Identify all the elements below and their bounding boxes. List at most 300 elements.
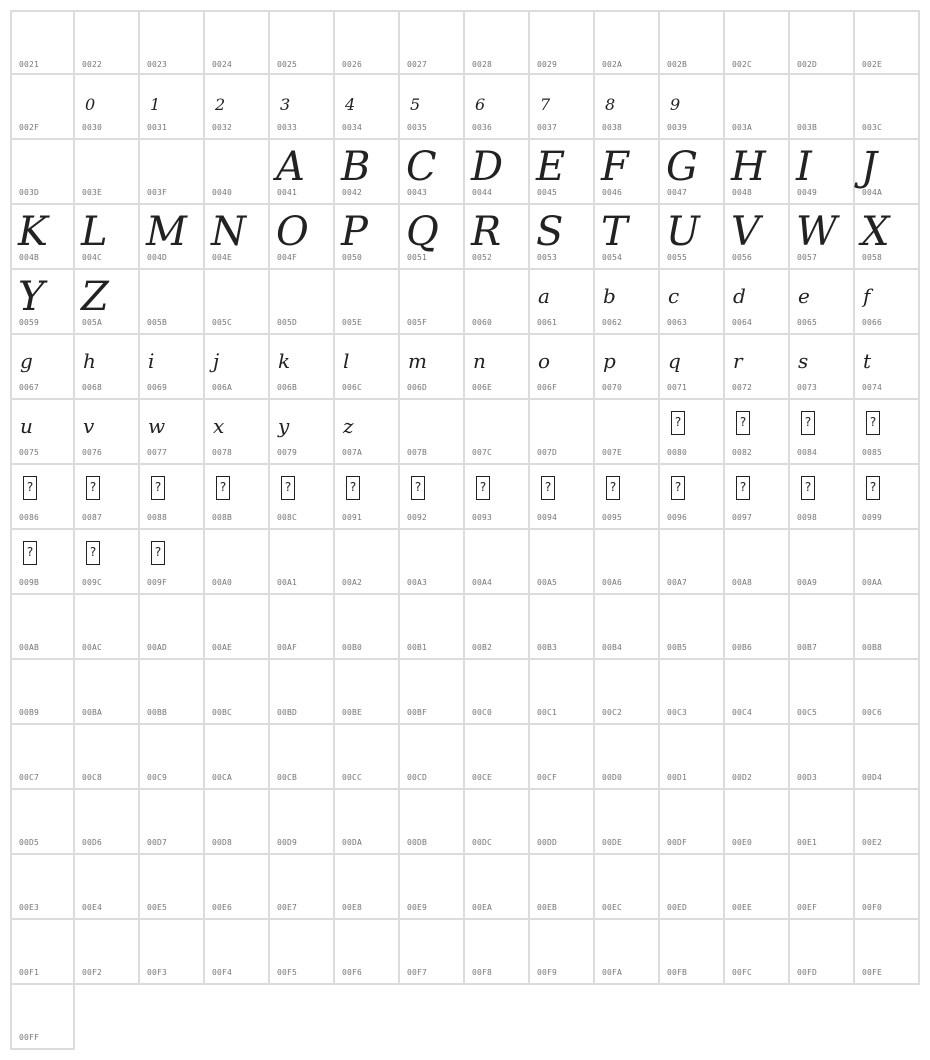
codepoint-label: 0069 <box>147 383 168 392</box>
glyph-cell[interactable] <box>790 855 855 920</box>
glyph-cell[interactable] <box>660 335 725 400</box>
glyph-cell[interactable] <box>270 725 335 790</box>
glyph-cell[interactable] <box>10 855 75 920</box>
glyph-cell[interactable] <box>855 595 920 660</box>
glyph-cell[interactable] <box>75 725 140 790</box>
missing-glyph-icon: ? <box>346 476 360 500</box>
codepoint-label: 00DE <box>602 838 623 847</box>
glyph-cell[interactable] <box>465 140 530 205</box>
glyph-cell[interactable] <box>465 595 530 660</box>
glyph-cell[interactable] <box>595 10 660 75</box>
codepoint-label: 0096 <box>667 513 688 522</box>
glyph-cell[interactable] <box>205 400 270 465</box>
glyph-cell[interactable] <box>855 140 920 205</box>
codepoint-label: 0035 <box>407 123 428 132</box>
codepoint-label: 00B1 <box>407 643 428 652</box>
glyph-sample: 7 <box>540 95 551 114</box>
glyph-cell[interactable] <box>465 10 530 75</box>
glyph-sample: B <box>341 144 371 190</box>
codepoint-label: 00B0 <box>342 643 363 652</box>
glyph-cell[interactable] <box>855 855 920 920</box>
glyph-cell[interactable] <box>790 530 855 595</box>
glyph-cell[interactable] <box>725 140 790 205</box>
glyph-cell[interactable] <box>855 400 920 465</box>
glyph-cell[interactable] <box>205 140 270 205</box>
codepoint-label: 00B6 <box>732 643 753 652</box>
codepoint-label: 00CF <box>537 773 558 782</box>
glyph-cell[interactable] <box>855 335 920 400</box>
glyph-cell[interactable] <box>270 660 335 725</box>
codepoint-label: 0052 <box>472 253 493 262</box>
glyph-cell[interactable] <box>725 400 790 465</box>
glyph-cell[interactable] <box>270 10 335 75</box>
glyph-cell[interactable] <box>75 75 140 140</box>
glyph-cell[interactable] <box>790 75 855 140</box>
glyph-cell[interactable] <box>140 790 205 855</box>
codepoint-label: 00D7 <box>147 838 168 847</box>
missing-glyph-icon: ? <box>606 476 620 500</box>
glyph-cell[interactable] <box>790 140 855 205</box>
glyph-cell[interactable] <box>335 75 400 140</box>
codepoint-label: 00E9 <box>407 903 428 912</box>
glyph-cell[interactable] <box>725 335 790 400</box>
codepoint-label: 0086 <box>19 513 40 522</box>
glyph-cell[interactable] <box>205 75 270 140</box>
glyph-cell[interactable] <box>595 790 660 855</box>
glyph-cell[interactable] <box>595 725 660 790</box>
glyph-cell[interactable] <box>465 270 530 335</box>
glyph-cell[interactable] <box>270 790 335 855</box>
glyph-cell[interactable] <box>530 595 595 660</box>
glyph-cell[interactable] <box>10 270 75 335</box>
glyph-sample: L <box>81 209 108 255</box>
glyph-cell[interactable] <box>725 465 790 530</box>
glyph-cell[interactable] <box>400 530 465 595</box>
codepoint-label: 0026 <box>342 60 363 69</box>
glyph-cell[interactable] <box>75 205 140 270</box>
glyph-cell[interactable] <box>530 725 595 790</box>
glyph-sample: p <box>603 349 616 373</box>
codepoint-label: 00ED <box>667 903 688 912</box>
glyph-cell[interactable] <box>205 205 270 270</box>
glyph-cell[interactable] <box>855 205 920 270</box>
glyph-cell[interactable] <box>465 400 530 465</box>
codepoint-label: 0076 <box>82 448 103 457</box>
glyph-cell[interactable] <box>10 400 75 465</box>
glyph-cell[interactable] <box>75 10 140 75</box>
glyph-cell[interactable] <box>530 335 595 400</box>
glyph-cell[interactable] <box>140 660 205 725</box>
glyph-cell[interactable] <box>595 920 660 985</box>
glyph-cell[interactable] <box>725 270 790 335</box>
codepoint-label: 00F3 <box>147 968 168 977</box>
glyph-cell[interactable] <box>140 270 205 335</box>
glyph-cell[interactable] <box>725 205 790 270</box>
glyph-cell[interactable] <box>465 335 530 400</box>
codepoint-label: 003D <box>19 188 40 197</box>
glyph-cell[interactable] <box>790 400 855 465</box>
glyph-sample: e <box>798 284 810 308</box>
glyph-cell[interactable] <box>530 465 595 530</box>
codepoint-label: 00F9 <box>537 968 558 977</box>
glyph-cell[interactable] <box>205 595 270 660</box>
glyph-cell[interactable] <box>205 530 270 595</box>
codepoint-label: 00A7 <box>667 578 688 587</box>
glyph-sample: u <box>20 414 33 438</box>
glyph-cell[interactable] <box>595 400 660 465</box>
glyph-cell[interactable] <box>855 75 920 140</box>
glyph-cell[interactable] <box>140 205 205 270</box>
codepoint-label: 00D4 <box>862 773 883 782</box>
missing-glyph-icon: ? <box>151 476 165 500</box>
glyph-cell[interactable] <box>530 205 595 270</box>
missing-glyph-icon: ? <box>23 541 37 565</box>
codepoint-label: 00BA <box>82 708 103 717</box>
glyph-cell[interactable] <box>270 855 335 920</box>
glyph-cell[interactable] <box>205 465 270 530</box>
glyph-cell[interactable] <box>10 595 75 660</box>
codepoint-label: 006B <box>277 383 298 392</box>
glyph-cell[interactable] <box>400 725 465 790</box>
codepoint-label: 0087 <box>82 513 103 522</box>
glyph-cell[interactable] <box>530 10 595 75</box>
missing-glyph-icon: ? <box>866 476 880 500</box>
glyph-cell[interactable] <box>660 790 725 855</box>
glyph-sample: 4 <box>345 95 356 114</box>
codepoint-label: 00AB <box>19 643 40 652</box>
glyph-cell[interactable] <box>270 205 335 270</box>
glyph-cell[interactable] <box>10 530 75 595</box>
glyph-cell[interactable] <box>205 270 270 335</box>
glyph-cell[interactable] <box>660 855 725 920</box>
glyph-cell[interactable] <box>75 530 140 595</box>
codepoint-label: 00E6 <box>212 903 233 912</box>
glyph-cell[interactable] <box>400 790 465 855</box>
glyph-cell[interactable] <box>10 790 75 855</box>
codepoint-label: 007E <box>602 448 623 457</box>
glyph-cell[interactable] <box>855 530 920 595</box>
glyph-cell[interactable] <box>400 920 465 985</box>
glyph-cell[interactable] <box>75 140 140 205</box>
glyph-cell[interactable] <box>205 660 270 725</box>
glyph-cell[interactable] <box>270 270 335 335</box>
glyph-cell[interactable] <box>595 75 660 140</box>
glyph-cell[interactable] <box>790 270 855 335</box>
glyph-cell[interactable] <box>725 10 790 75</box>
codepoint-label: 007A <box>342 448 363 457</box>
glyph-cell[interactable] <box>10 660 75 725</box>
glyph-cell[interactable] <box>75 400 140 465</box>
glyph-cell[interactable] <box>140 920 205 985</box>
codepoint-label: 0060 <box>472 318 493 327</box>
glyph-cell[interactable] <box>400 660 465 725</box>
codepoint-label: 0072 <box>732 383 753 392</box>
glyph-cell[interactable] <box>725 660 790 725</box>
glyph-cell[interactable] <box>140 725 205 790</box>
glyph-cell[interactable] <box>140 140 205 205</box>
codepoint-label: 0030 <box>82 123 103 132</box>
glyph-cell[interactable] <box>140 400 205 465</box>
codepoint-label: 00A0 <box>212 578 233 587</box>
glyph-cell[interactable] <box>10 920 75 985</box>
glyph-cell[interactable] <box>855 725 920 790</box>
codepoint-label: 00FA <box>602 968 623 977</box>
codepoint-label: 0023 <box>147 60 168 69</box>
glyph-cell[interactable] <box>855 465 920 530</box>
glyph-cell[interactable] <box>660 725 725 790</box>
codepoint-label: 006C <box>342 383 363 392</box>
glyph-cell[interactable] <box>335 400 400 465</box>
missing-glyph-icon: ? <box>671 476 685 500</box>
glyph-cell[interactable] <box>465 920 530 985</box>
codepoint-label: 007D <box>537 448 558 457</box>
glyph-cell[interactable] <box>400 140 465 205</box>
glyph-cell[interactable] <box>10 335 75 400</box>
glyph-cell[interactable] <box>465 855 530 920</box>
glyph-cell[interactable] <box>790 660 855 725</box>
glyph-cell[interactable] <box>400 400 465 465</box>
glyph-cell[interactable] <box>595 660 660 725</box>
glyph-cell[interactable] <box>270 530 335 595</box>
glyph-cell[interactable] <box>75 920 140 985</box>
glyph-cell[interactable] <box>465 790 530 855</box>
codepoint-label: 002F <box>19 123 40 132</box>
glyph-cell[interactable] <box>10 10 75 75</box>
codepoint-label: 004E <box>212 253 233 262</box>
glyph-cell[interactable] <box>660 140 725 205</box>
glyph-cell[interactable] <box>660 270 725 335</box>
glyph-cell[interactable] <box>140 530 205 595</box>
glyph-cell[interactable] <box>790 205 855 270</box>
glyph-cell[interactable] <box>335 855 400 920</box>
glyph-cell[interactable] <box>595 530 660 595</box>
glyph-cell[interactable] <box>660 10 725 75</box>
glyph-cell[interactable] <box>855 10 920 75</box>
codepoint-label: 0058 <box>862 253 883 262</box>
glyph-cell[interactable] <box>660 400 725 465</box>
glyph-cell[interactable] <box>10 725 75 790</box>
missing-glyph-icon: ? <box>476 476 490 500</box>
glyph-cell[interactable] <box>725 75 790 140</box>
codepoint-label: 0032 <box>212 123 233 132</box>
glyph-cell[interactable] <box>595 595 660 660</box>
glyph-cell[interactable] <box>270 595 335 660</box>
glyph-cell[interactable] <box>465 75 530 140</box>
glyph-cell[interactable] <box>75 465 140 530</box>
glyph-cell[interactable] <box>10 465 75 530</box>
codepoint-label: 00C2 <box>602 708 623 717</box>
glyph-cell[interactable] <box>10 985 75 1050</box>
glyph-cell[interactable] <box>725 790 790 855</box>
codepoint-label: 00F7 <box>407 968 428 977</box>
glyph-cell[interactable] <box>595 140 660 205</box>
glyph-cell[interactable] <box>205 335 270 400</box>
glyph-cell[interactable] <box>270 920 335 985</box>
glyph-cell[interactable] <box>530 270 595 335</box>
glyph-cell[interactable] <box>465 205 530 270</box>
glyph-cell[interactable] <box>270 75 335 140</box>
glyph-cell[interactable] <box>530 660 595 725</box>
glyph-cell[interactable] <box>660 75 725 140</box>
codepoint-label: 002D <box>797 60 818 69</box>
codepoint-label: 004F <box>277 253 298 262</box>
glyph-sample: 3 <box>280 95 291 114</box>
glyph-cell[interactable] <box>335 205 400 270</box>
glyph-sample: D <box>471 144 504 190</box>
glyph-sample: 9 <box>670 95 681 114</box>
glyph-cell[interactable] <box>205 920 270 985</box>
glyph-cell[interactable] <box>660 530 725 595</box>
glyph-cell[interactable] <box>790 335 855 400</box>
glyph-cell[interactable] <box>270 335 335 400</box>
glyph-cell[interactable] <box>595 270 660 335</box>
glyph-cell[interactable] <box>790 920 855 985</box>
glyph-cell[interactable] <box>335 920 400 985</box>
codepoint-label: 00D5 <box>19 838 40 847</box>
glyph-cell[interactable] <box>725 595 790 660</box>
codepoint-label: 0053 <box>537 253 558 262</box>
glyph-cell[interactable] <box>205 725 270 790</box>
glyph-cell[interactable] <box>725 855 790 920</box>
missing-glyph-icon: ? <box>23 476 37 500</box>
codepoint-label: 0033 <box>277 123 298 132</box>
glyph-cell[interactable] <box>335 140 400 205</box>
glyph-cell[interactable] <box>790 595 855 660</box>
glyph-cell[interactable] <box>205 855 270 920</box>
glyph-cell[interactable] <box>855 270 920 335</box>
glyph-sample: M <box>146 209 187 255</box>
codepoint-label: 0073 <box>797 383 818 392</box>
codepoint-label: 0038 <box>602 123 623 132</box>
codepoint-label: 00AA <box>862 578 883 587</box>
codepoint-label: 00B4 <box>602 643 623 652</box>
glyph-cell[interactable] <box>75 660 140 725</box>
glyph-cell[interactable] <box>335 335 400 400</box>
glyph-cell[interactable] <box>660 465 725 530</box>
glyph-cell[interactable] <box>335 10 400 75</box>
glyph-cell[interactable] <box>790 465 855 530</box>
glyph-cell[interactable] <box>335 595 400 660</box>
glyph-cell[interactable] <box>335 465 400 530</box>
glyph-cell[interactable] <box>140 465 205 530</box>
glyph-cell[interactable] <box>75 855 140 920</box>
glyph-cell[interactable] <box>75 270 140 335</box>
glyph-cell[interactable] <box>465 465 530 530</box>
glyph-cell[interactable] <box>530 400 595 465</box>
glyph-cell[interactable] <box>140 335 205 400</box>
glyph-cell[interactable] <box>400 855 465 920</box>
glyph-cell[interactable] <box>140 855 205 920</box>
codepoint-label: 0088 <box>147 513 168 522</box>
glyph-cell[interactable] <box>790 725 855 790</box>
glyph-cell[interactable] <box>725 725 790 790</box>
glyph-cell[interactable] <box>400 595 465 660</box>
glyph-cell[interactable] <box>335 530 400 595</box>
glyph-cell[interactable] <box>400 75 465 140</box>
glyph-cell[interactable] <box>660 205 725 270</box>
glyph-cell[interactable] <box>530 855 595 920</box>
codepoint-label: 00E4 <box>82 903 103 912</box>
glyph-cell[interactable] <box>660 920 725 985</box>
codepoint-label: 00C5 <box>797 708 818 717</box>
glyph-cell[interactable] <box>335 270 400 335</box>
glyph-cell[interactable] <box>400 465 465 530</box>
codepoint-label: 0021 <box>19 60 40 69</box>
glyph-cell[interactable] <box>530 530 595 595</box>
codepoint-label: 005D <box>277 318 298 327</box>
codepoint-label: 0064 <box>732 318 753 327</box>
glyph-cell[interactable] <box>400 205 465 270</box>
codepoint-label: 0078 <box>212 448 233 457</box>
glyph-cell[interactable] <box>140 10 205 75</box>
glyph-cell[interactable] <box>270 465 335 530</box>
glyph-cell[interactable] <box>465 530 530 595</box>
glyph-cell[interactable] <box>530 140 595 205</box>
glyph-cell[interactable] <box>205 10 270 75</box>
glyph-cell[interactable] <box>335 725 400 790</box>
codepoint-label: 003B <box>797 123 818 132</box>
glyph-cell[interactable] <box>335 790 400 855</box>
glyph-cell[interactable] <box>205 790 270 855</box>
glyph-cell[interactable] <box>530 920 595 985</box>
glyph-cell[interactable] <box>725 530 790 595</box>
glyph-cell[interactable] <box>855 660 920 725</box>
codepoint-label: 0037 <box>537 123 558 132</box>
codepoint-label: 00E0 <box>732 838 753 847</box>
glyph-cell[interactable] <box>790 10 855 75</box>
glyph-cell[interactable] <box>530 75 595 140</box>
glyph-cell[interactable] <box>595 205 660 270</box>
codepoint-label: 00D2 <box>732 773 753 782</box>
glyph-cell[interactable] <box>10 75 75 140</box>
glyph-sample: z <box>343 414 354 438</box>
glyph-cell[interactable] <box>855 790 920 855</box>
glyph-cell[interactable] <box>725 920 790 985</box>
glyph-cell[interactable] <box>10 140 75 205</box>
glyph-sample: P <box>341 209 368 255</box>
missing-glyph-icon: ? <box>671 411 685 435</box>
codepoint-label: 0061 <box>537 318 558 327</box>
codepoint-label: 0045 <box>537 188 558 197</box>
codepoint-label: 00FE <box>862 968 883 977</box>
glyph-cell[interactable] <box>660 595 725 660</box>
glyph-cell[interactable] <box>140 595 205 660</box>
glyph-cell[interactable] <box>465 660 530 725</box>
glyph-cell[interactable] <box>790 790 855 855</box>
glyph-cell[interactable] <box>595 855 660 920</box>
glyph-cell[interactable] <box>660 660 725 725</box>
glyph-cell[interactable] <box>855 920 920 985</box>
glyph-cell[interactable] <box>400 10 465 75</box>
glyph-cell[interactable] <box>75 595 140 660</box>
codepoint-label: 00BB <box>147 708 168 717</box>
glyph-cell[interactable] <box>335 660 400 725</box>
glyph-cell[interactable] <box>465 725 530 790</box>
glyph-cell[interactable] <box>140 75 205 140</box>
glyph-cell[interactable] <box>270 140 335 205</box>
glyph-cell[interactable] <box>10 205 75 270</box>
glyph-cell[interactable] <box>75 335 140 400</box>
codepoint-label: 00CA <box>212 773 233 782</box>
glyph-cell[interactable] <box>400 270 465 335</box>
glyph-cell[interactable] <box>400 335 465 400</box>
glyph-cell[interactable] <box>595 465 660 530</box>
codepoint-label: 00B2 <box>472 643 493 652</box>
glyph-cell[interactable] <box>75 790 140 855</box>
glyph-cell[interactable] <box>595 335 660 400</box>
glyph-cell[interactable] <box>530 790 595 855</box>
glyph-cell[interactable] <box>270 400 335 465</box>
